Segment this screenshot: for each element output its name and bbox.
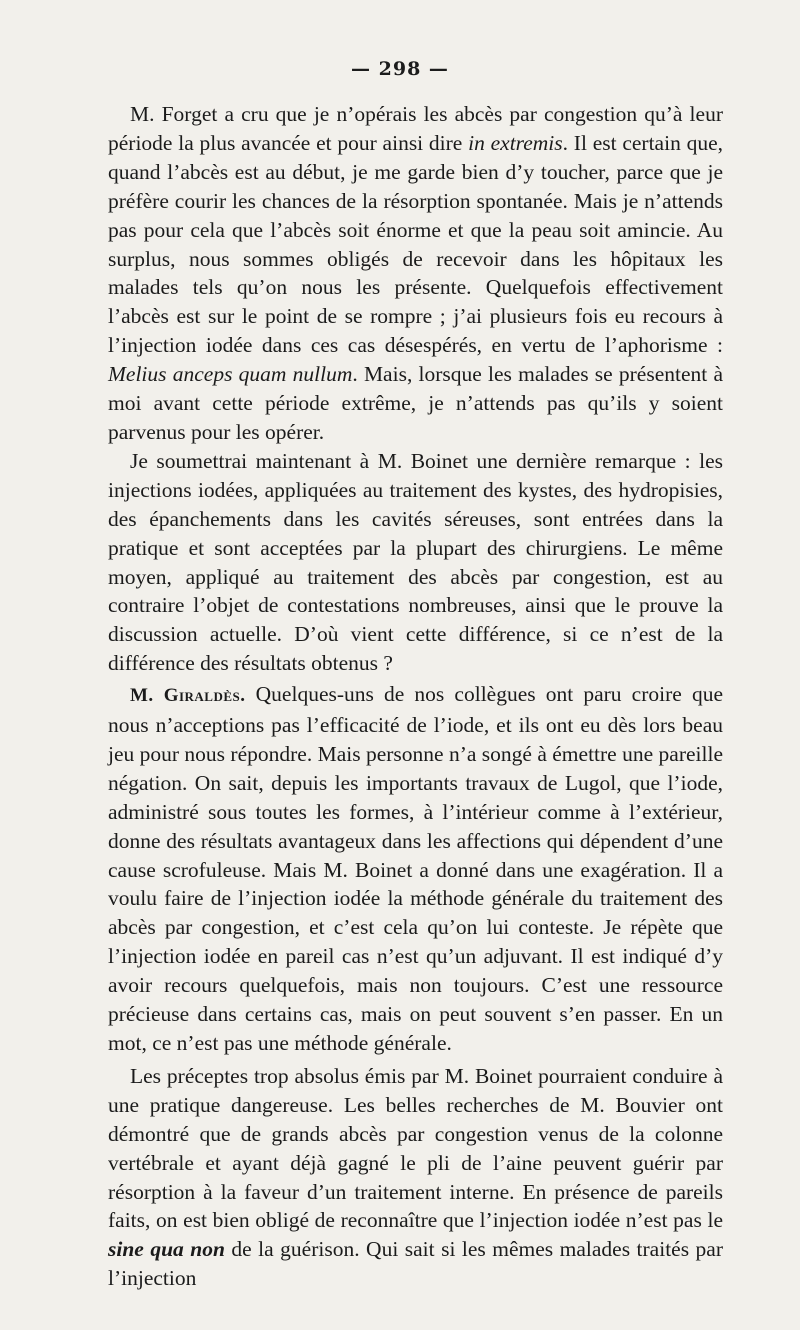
text-run: M. Forget a cru que je n’opérais les abcès par congestion qu’à leur période la plus avancée et pour ainsi dire: [108, 102, 723, 155]
latin-phrase: sine qua non: [108, 1237, 225, 1262]
body-text: [108, 100, 723, 1293]
text-run: Je soumettrai maintenant à M. Boinet une dernière remarque : les injections iodées, appliquées au traitement des kystes, des hydropisies, des épanchements dans les cavités séreuses, sont entrées dans la pratique et sont acceptées par la plupart des chirurgiens. Le même moyen, appliqué au traitement des abcès par congestion, est au contraire l’objet de contestations nombreuses, ainsi que le prouve la discussion actuelle. D’où vient cette différence, si ce n’est de la différence des résultats obtenus ?: [108, 448, 723, 676]
paragraph-forget-reply: [108, 100, 723, 447]
speaker-name: M. Giraldès.: [130, 685, 246, 707]
paragraph-preceptes: [108, 1062, 723, 1293]
text-run: Quelques-uns de nos collègues ont paru croire que nous n’acceptions pas l’efficacité de l’iode, et ils ont eu dès lors beau jeu pour nous répondre. Mais personne n’a songé à émettre une pareille négation. On sait, depuis les importants travaux de Lugol, que l’iode, administré sous toutes les formes, à l’intérieur comme à l’extérieur, donne des résultats avantageux dans les affections qui dépendent d’une cause scrofuleuse. Mais M. Boinet a donné dans une exagération. Il a voulu faire de l’injection iodée la méthode générale du traitement des abcès par congestion, et c’est cela qu’on lui conteste. Je répète que l’injection iodée en pareil cas n’est qu’un adjuvant. Il est indiqué d’y avoir recours quelquefois, mais non toujours. C’est une ressource précieuse dans certains cas, mais on peut souvent s’en passer. En un mot, ce n’est pas une méthode générale.: [108, 682, 723, 1055]
text-run: Les préceptes trop absolus émis par M. Boinet pourraient conduire à une pratique dangereuse. Les belles recherches de M. Bouvier ont démontré que de grands abcès par congestion venus de la colonne vertébrale et ayant déjà gagné le pli de l’aine peuvent guérir par résorption à la faveur d’un traitement interne. En présence de pareils faits, on est bien obligé de reconnaître que l’injection iodée n’est pas le: [108, 1063, 723, 1233]
text-run: . Il est certain que, quand l’abcès est au début, je me garde bien d’y toucher, parce que je préfère courir les chances de la résorption spontanée. Mais je n’attends pas pour cela que l’abcès soit énorme et que la peau soit amincie. Au surplus, nous sommes obligés de recevoir dans les hôpitaux les malades tels qu’on nous les présente. Quelquefois effectivement l’abcès est sur le point de se rompre ; j’ai plusieurs fois eu recours à l’injection iodée dans ces cas désespérés, en vertu de l’aphorisme :: [108, 130, 724, 358]
text-run: de la guérison. Qui sait si les mêmes malades traités par l’injection: [108, 1237, 723, 1291]
text-run: . Mais, lorsque les malades se présentent à moi avant cette période extrême, je n’attends pas qu’ils y soient parvenus pour les opérer.: [108, 362, 724, 444]
page-number: — 298 —: [351, 58, 449, 80]
paragraph-giraldes: [108, 680, 723, 1058]
latin-phrase: in extremis: [468, 130, 563, 155]
latin-aphorism: Melius anceps quam nullum: [108, 362, 353, 387]
paragraph-remark-boinet: [108, 447, 723, 678]
